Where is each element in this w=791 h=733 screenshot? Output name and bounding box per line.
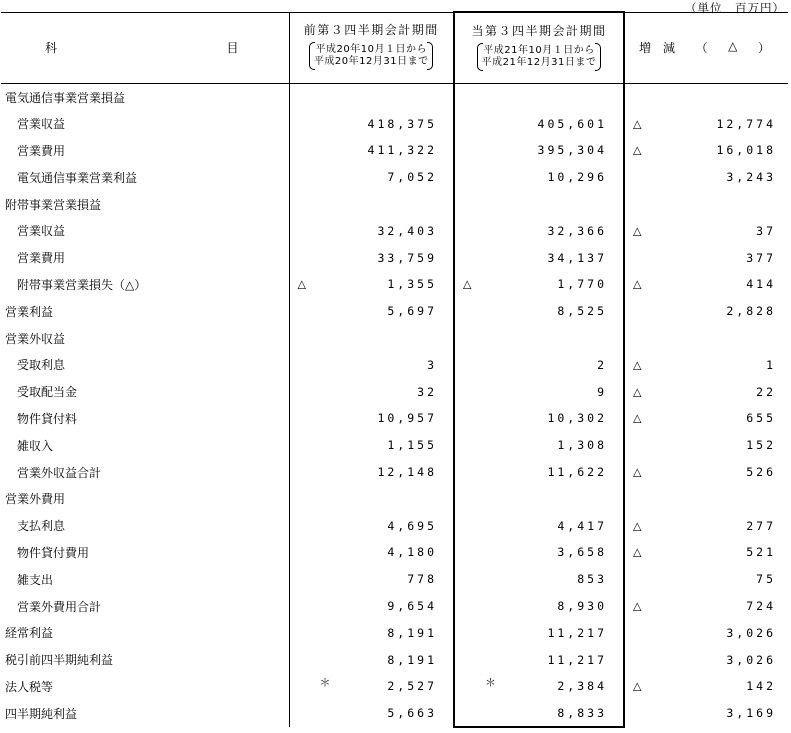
cur-value: 2,384 bbox=[557, 679, 607, 694]
row-label: 附帯事業営業損失（△） bbox=[17, 277, 147, 292]
cur-value: 1,308 bbox=[557, 438, 607, 453]
table-body bbox=[1, 84, 788, 727]
prev-value-cell bbox=[289, 325, 454, 352]
change-value-mark: △ bbox=[633, 599, 642, 613]
prev-value-cell bbox=[289, 84, 454, 111]
row-label: 附帯事業営業損益 bbox=[5, 197, 102, 212]
cur-value-cell bbox=[454, 84, 624, 111]
prev-value-cell bbox=[289, 566, 454, 593]
cur-value: 8,833 bbox=[557, 705, 607, 720]
table-row bbox=[1, 351, 788, 378]
change-value-cell bbox=[624, 432, 788, 459]
row-label: 営業費用 bbox=[17, 143, 66, 158]
change-value-cell bbox=[624, 619, 788, 646]
cur-value: 11,217 bbox=[547, 625, 607, 640]
table-row bbox=[1, 298, 788, 325]
table-row bbox=[1, 405, 788, 432]
prev-value: 9,654 bbox=[387, 599, 437, 614]
table-row bbox=[1, 459, 788, 486]
row-label: 物件貸付料 bbox=[17, 411, 78, 426]
row-label: 営業収益 bbox=[17, 224, 66, 239]
prev-value-cell bbox=[289, 378, 454, 405]
cur-value-cell bbox=[454, 673, 624, 700]
cur-value-cell bbox=[454, 619, 624, 646]
prev-value: 7,052 bbox=[387, 170, 437, 185]
change-value-cell bbox=[624, 646, 788, 673]
prev-value-mark: △ bbox=[297, 277, 306, 291]
change-value-cell bbox=[624, 700, 788, 727]
change-paren-close: ） bbox=[757, 41, 770, 56]
prev-value-cell bbox=[289, 137, 454, 164]
change-value: 724 bbox=[746, 599, 776, 614]
table-row bbox=[1, 217, 788, 244]
prev-value-cell bbox=[289, 191, 454, 218]
prev-value: 3 bbox=[427, 357, 437, 372]
change-value-cell bbox=[624, 191, 788, 218]
row-label: 受取利息 bbox=[17, 358, 66, 373]
change-value-cell bbox=[624, 378, 788, 405]
prev-value: 5,697 bbox=[387, 304, 437, 319]
prev-value-mark: ＊ bbox=[319, 676, 331, 690]
cur-value-cell bbox=[454, 351, 624, 378]
row-label: 受取配当金 bbox=[17, 385, 78, 400]
cur-value: 405,601 bbox=[537, 116, 607, 131]
change-value: 142 bbox=[746, 679, 776, 694]
table-row bbox=[1, 566, 788, 593]
table-row bbox=[1, 539, 788, 566]
cur-value: 10,302 bbox=[547, 411, 607, 426]
table-row bbox=[1, 700, 788, 727]
cur-value-cell bbox=[454, 593, 624, 620]
prev-value-cell bbox=[289, 164, 454, 191]
change-value: 3,026 bbox=[726, 652, 776, 667]
change-value-cell bbox=[624, 512, 788, 539]
cur-value-cell bbox=[454, 646, 624, 673]
table-row bbox=[1, 325, 788, 352]
prev-value: 12,148 bbox=[377, 465, 437, 480]
change-value-mark: △ bbox=[633, 143, 642, 157]
unit-label: （単位 百万円） bbox=[685, 1, 785, 15]
prev-period-range bbox=[309, 44, 433, 68]
change-value-cell bbox=[624, 164, 788, 191]
prev-value: 778 bbox=[407, 572, 437, 587]
table-row bbox=[1, 485, 788, 512]
prev-value: 1,155 bbox=[387, 438, 437, 453]
table-row bbox=[1, 137, 788, 164]
prev-value-cell bbox=[289, 619, 454, 646]
cur-value: 9 bbox=[597, 384, 607, 399]
prev-value-cell bbox=[289, 298, 454, 325]
row-label: 営業外費用合計 bbox=[17, 599, 102, 614]
table-row bbox=[1, 673, 788, 700]
change-value: 3,026 bbox=[726, 625, 776, 640]
table-row bbox=[1, 619, 788, 646]
change-value-cell bbox=[624, 217, 788, 244]
prev-value-cell bbox=[289, 110, 454, 137]
change-value: 526 bbox=[746, 465, 776, 480]
prev-value: 33,759 bbox=[377, 250, 437, 265]
change-value-mark: △ bbox=[633, 224, 642, 238]
cur-value: 395,304 bbox=[537, 143, 607, 158]
prev-value-cell bbox=[289, 512, 454, 539]
prev-value-cell bbox=[289, 271, 454, 298]
row-label: 四半期純利益 bbox=[5, 706, 78, 721]
prev-value: 32,403 bbox=[377, 223, 437, 238]
cur-value: 11,622 bbox=[547, 465, 607, 480]
row-label: 電気通信事業営業利益 bbox=[17, 170, 138, 185]
cur-value: 34,137 bbox=[547, 250, 607, 265]
cur-period-range bbox=[477, 45, 601, 69]
change-value-mark: △ bbox=[633, 277, 642, 291]
prev-value-cell bbox=[289, 217, 454, 244]
change-value-cell bbox=[624, 673, 788, 700]
prev-value: 8,191 bbox=[387, 625, 437, 640]
prev-value: 10,957 bbox=[377, 411, 437, 426]
cur-value-cell bbox=[454, 217, 624, 244]
change-paren-open: （ bbox=[695, 41, 708, 56]
prev-value-cell bbox=[289, 673, 454, 700]
change-value: 377 bbox=[746, 250, 776, 265]
table-row bbox=[1, 646, 788, 673]
cur-value: 32,366 bbox=[547, 223, 607, 238]
row-label: 電気通信事業営業損益 bbox=[5, 90, 126, 105]
cur-value-mark: ＊ bbox=[485, 676, 496, 690]
prev-value-cell bbox=[289, 539, 454, 566]
change-value-cell bbox=[624, 137, 788, 164]
item-label-left: 科 bbox=[45, 41, 58, 56]
change-value-cell bbox=[624, 459, 788, 486]
table-row bbox=[1, 593, 788, 620]
change-label: 増 減 bbox=[639, 41, 676, 56]
table-row bbox=[1, 191, 788, 218]
cur-value-cell bbox=[454, 137, 624, 164]
row-label: 法人税等 bbox=[5, 679, 54, 694]
prev-value: 411,322 bbox=[367, 143, 437, 158]
table-row bbox=[1, 512, 788, 539]
cur-value: 3,658 bbox=[557, 545, 607, 560]
row-label: 営業費用 bbox=[17, 251, 66, 266]
change-value-mark: △ bbox=[633, 519, 642, 533]
cur-value: 8,525 bbox=[557, 304, 607, 319]
cur-value-mark: △ bbox=[463, 277, 472, 291]
row-label: 営業外費用 bbox=[5, 492, 66, 507]
table-row bbox=[1, 378, 788, 405]
cur-value: 1,770 bbox=[557, 277, 607, 292]
change-value-cell bbox=[624, 539, 788, 566]
change-value: 37 bbox=[756, 223, 776, 238]
cur-value-cell bbox=[454, 271, 624, 298]
cur-period-to: 平成21年12月31日まで bbox=[481, 56, 597, 68]
change-value-mark: △ bbox=[633, 385, 642, 399]
change-value-cell bbox=[624, 351, 788, 378]
cur-value: 8,930 bbox=[557, 599, 607, 614]
change-value-cell bbox=[624, 84, 788, 111]
cur-value-cell bbox=[454, 298, 624, 325]
item-header bbox=[1, 12, 289, 84]
cur-value: 2 bbox=[597, 357, 607, 372]
row-label: 雑収入 bbox=[17, 438, 54, 453]
header-row bbox=[1, 12, 788, 84]
change-value-mark: △ bbox=[633, 411, 642, 425]
prev-value-cell bbox=[289, 485, 454, 512]
change-value: 16,018 bbox=[716, 143, 776, 158]
change-value-cell bbox=[624, 593, 788, 620]
change-value: 3,243 bbox=[726, 170, 776, 185]
change-value: 3,169 bbox=[726, 706, 776, 721]
cur-value-cell bbox=[454, 566, 624, 593]
change-delta-symbol: △ bbox=[728, 39, 738, 54]
prev-value-cell bbox=[289, 432, 454, 459]
prev-value-cell bbox=[289, 405, 454, 432]
change-value: 521 bbox=[746, 545, 776, 560]
change-value-mark: △ bbox=[633, 679, 642, 693]
prev-value: 2,527 bbox=[387, 679, 437, 694]
prev-period-from: 平成20年10月１日から bbox=[315, 44, 427, 56]
cur-value-cell bbox=[454, 244, 624, 271]
table-row bbox=[1, 271, 788, 298]
change-value: 152 bbox=[746, 438, 776, 453]
cur-value: 4,417 bbox=[557, 518, 607, 533]
prev-value: 4,180 bbox=[387, 545, 437, 560]
row-label: 税引前四半期純利益 bbox=[5, 653, 114, 668]
prev-value: 418,375 bbox=[367, 116, 437, 131]
prev-value: 5,663 bbox=[387, 706, 437, 721]
item-label-right: 目 bbox=[226, 41, 239, 56]
prev-period-to: 平成20年12月31日まで bbox=[313, 56, 429, 68]
change-value-cell bbox=[624, 244, 788, 271]
cur-value: 853 bbox=[577, 572, 607, 587]
row-label: 支払利息 bbox=[17, 519, 66, 534]
table-row bbox=[1, 244, 788, 271]
cur-value: 10,296 bbox=[547, 170, 607, 185]
change-value-mark: △ bbox=[633, 358, 642, 372]
prev-value-cell bbox=[289, 593, 454, 620]
cur-value-cell bbox=[454, 485, 624, 512]
change-value-cell bbox=[624, 566, 788, 593]
cur-value-cell bbox=[454, 164, 624, 191]
cur-value-cell bbox=[454, 110, 624, 137]
prev-value: 1,355 bbox=[387, 277, 437, 292]
cur-value-cell bbox=[454, 700, 624, 727]
change-value: 22 bbox=[756, 384, 776, 399]
prev-value: 4,695 bbox=[387, 518, 437, 533]
cur-value: 11,217 bbox=[547, 652, 607, 667]
cur-period-title: 当第３四半期会計期間 bbox=[471, 23, 607, 38]
change-value: 655 bbox=[746, 411, 776, 426]
table-row bbox=[1, 164, 788, 191]
cur-value-cell bbox=[454, 191, 624, 218]
prev-period-title: 前第３四半期会計期間 bbox=[303, 23, 439, 38]
change-value: 1 bbox=[766, 357, 776, 372]
row-label: 営業外収益合計 bbox=[17, 465, 102, 480]
row-label: 営業外収益 bbox=[5, 331, 66, 346]
change-value: 12,774 bbox=[716, 116, 776, 131]
prev-value: 8,191 bbox=[387, 652, 437, 667]
prev-period-header bbox=[289, 12, 454, 84]
row-label: 雑支出 bbox=[17, 572, 54, 587]
change-value-cell bbox=[624, 271, 788, 298]
row-label: 営業利益 bbox=[5, 304, 54, 319]
cur-value-cell bbox=[454, 405, 624, 432]
change-header bbox=[624, 12, 788, 84]
prev-value-cell bbox=[289, 244, 454, 271]
change-value-cell bbox=[624, 110, 788, 137]
change-value-mark: △ bbox=[633, 465, 642, 479]
cur-period-header bbox=[454, 12, 624, 84]
change-value-cell bbox=[624, 298, 788, 325]
prev-value-cell bbox=[289, 700, 454, 727]
cur-value-cell bbox=[454, 459, 624, 486]
row-label: 経常利益 bbox=[5, 626, 54, 641]
change-value-cell bbox=[624, 325, 788, 352]
cur-value-cell bbox=[454, 512, 624, 539]
row-label: 物件貸付費用 bbox=[17, 545, 90, 560]
change-value-cell bbox=[624, 405, 788, 432]
prev-value-cell bbox=[289, 459, 454, 486]
prev-value: 32 bbox=[417, 384, 437, 399]
change-value: 75 bbox=[756, 572, 776, 587]
change-value-mark: △ bbox=[633, 117, 642, 131]
prev-value-cell bbox=[289, 646, 454, 673]
cur-value-cell bbox=[454, 325, 624, 352]
change-value: 277 bbox=[746, 518, 776, 533]
change-value-cell bbox=[624, 485, 788, 512]
table-row bbox=[1, 110, 788, 137]
income-statement-table bbox=[1, 11, 788, 728]
table-row bbox=[1, 432, 788, 459]
change-value-mark: △ bbox=[633, 545, 642, 559]
cur-value-cell bbox=[454, 539, 624, 566]
change-value: 2,828 bbox=[726, 304, 776, 319]
cur-value-cell bbox=[454, 432, 624, 459]
cur-period-from: 平成21年10月１日から bbox=[483, 44, 595, 56]
prev-value-cell bbox=[289, 351, 454, 378]
table-row bbox=[1, 84, 788, 111]
row-label: 営業収益 bbox=[17, 117, 66, 132]
cur-value-cell bbox=[454, 378, 624, 405]
change-value: 414 bbox=[746, 277, 776, 292]
